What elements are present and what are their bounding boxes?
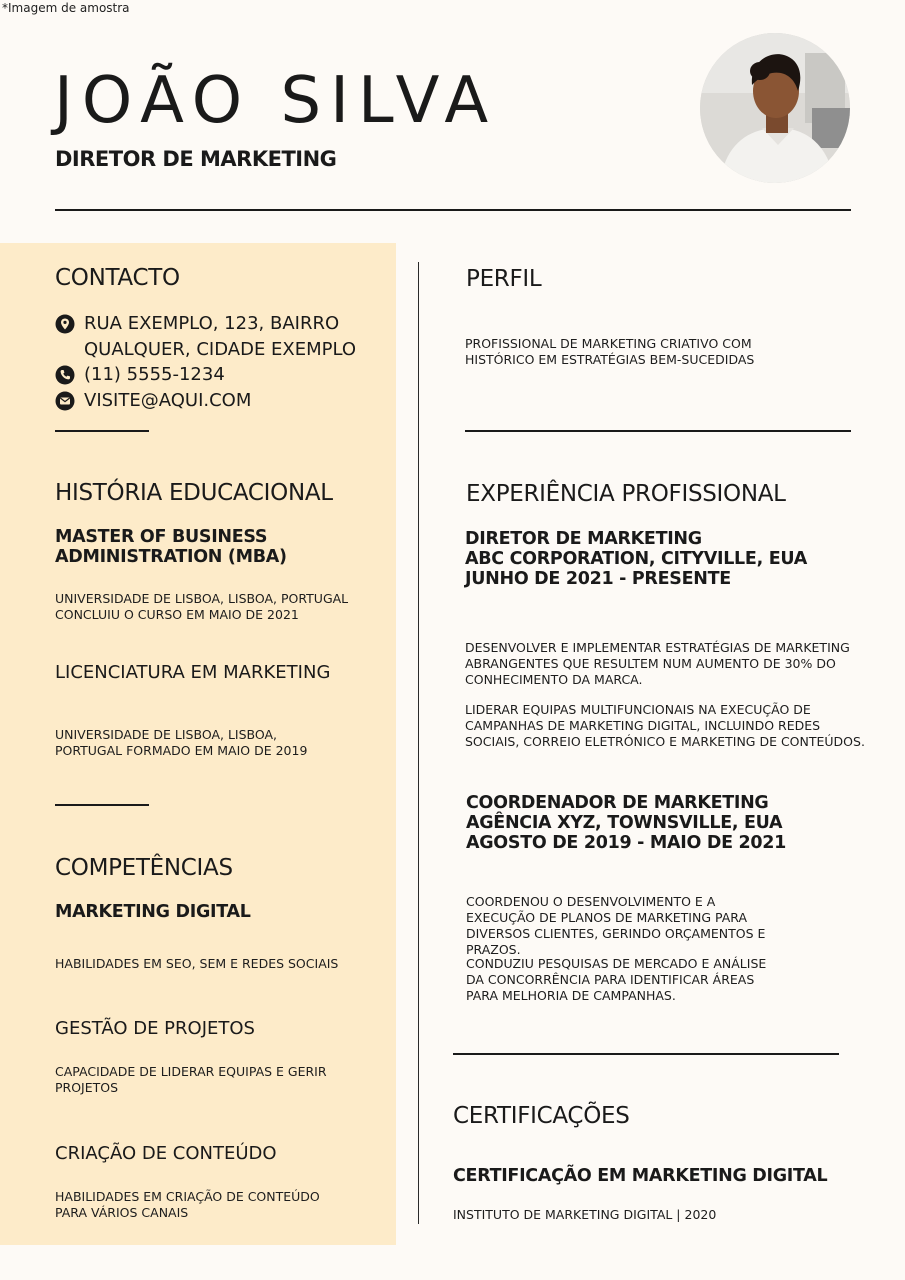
- contact-heading: CONTACTO: [55, 265, 180, 291]
- skill-title-3: CRIAÇÃO DE CONTEÚDO: [55, 1143, 277, 1164]
- job-1-period: JUNHO DE 2021 - PRESENTE: [465, 569, 731, 589]
- job-1-company: ABC CORPORATION, CITYVILLE, EUA: [465, 549, 807, 569]
- certifications-heading: CERTIFICAÇÕES: [453, 1103, 630, 1129]
- phone-text: (11) 5555-1234: [84, 364, 225, 385]
- job-2-period: AGOSTO DE 2019 - MAIO DE 2021: [466, 833, 787, 853]
- contact-email: [55, 388, 374, 414]
- experience-divider: [453, 1053, 839, 1055]
- job-1-title: DIRETOR DE MARKETING: [465, 529, 702, 549]
- job-1-bullet-2: LIDERAR EQUIPAS MULTIFUNCIONAIS NA EXECUÇÃO DE CAMPANHAS DE MARKETING DIGITAL, INCLUINDO REDES SOCIAIS, CORREIO ELETRÓNICO E MARKETING DE CONTEÚDOS.: [465, 702, 865, 749]
- skill-details-3: HABILIDADES EM CRIAÇÃO DE CONTEÚDO PARA VÁRIOS CANAIS: [55, 1189, 320, 1220]
- job-2-bullet-1: COORDENOU O DESENVOLVIMENTO E A EXECUÇÃO DE PLANOS DE MARKETING PARA DIVERSOS CLIENTES, GERINDO ORÇAMENTOS E PRAZOS.: [466, 894, 766, 957]
- profile-heading: PERFIL: [466, 266, 542, 292]
- column-divider: [418, 262, 419, 1224]
- education-title-2: LICENCIATURA EM MARKETING: [55, 662, 331, 683]
- experience-heading: EXPERIÊNCIA PROFISSIONAL: [466, 481, 786, 507]
- email-text: VISITE@AQUI.COM: [84, 390, 252, 411]
- skill-title-2: GESTÃO DE PROJETOS: [55, 1018, 255, 1039]
- certification-details: INSTITUTO DE MARKETING DIGITAL | 2020: [453, 1207, 717, 1222]
- job-2: [466, 793, 786, 853]
- contact-address: [55, 311, 374, 362]
- job-2-bullet-2: CONDUZIU PESQUISAS DE MERCADO E ANÁLISE DA CONCORRÊNCIA PARA IDENTIFICAR ÁREAS PARA MELHORIA DE CAMPANHAS.: [466, 956, 767, 1003]
- skill-details-1: HABILIDADES EM SEO, SEM E REDES SOCIAIS: [55, 956, 339, 971]
- education-title-1: MASTER OF BUSINESS ADMINISTRATION (MBA): [55, 527, 287, 567]
- email-icon: [55, 391, 75, 411]
- phone-icon: [55, 365, 75, 385]
- certification-title: CERTIFICAÇÃO EM MARKETING DIGITAL: [453, 1166, 828, 1186]
- profile-text: PROFISSIONAL DE MARKETING CRIATIVO COM HISTÓRICO EM ESTRATÉGIAS BEM-SUCEDIDAS: [465, 336, 755, 367]
- skill-title-1: MARKETING DIGITAL: [55, 902, 251, 922]
- job-2-title: COORDENADOR DE MARKETING: [466, 793, 769, 813]
- address-text: RUA EXEMPLO, 123, BAIRRO QUALQUER, CIDADE EXEMPLO: [84, 313, 357, 360]
- profile-photo: [700, 33, 850, 183]
- contact-divider: [55, 430, 149, 432]
- job-1-bullet-1: DESENVOLVER E IMPLEMENTAR ESTRATÉGIAS DE MARKETING ABRANGENTES QUE RESULTEM NUM AUMENTO DE 30% DO CONHECIMENTO DA MARCA.: [465, 640, 850, 687]
- profile-divider: [465, 430, 851, 432]
- skills-heading: COMPETÊNCIAS: [55, 855, 233, 881]
- location-pin-icon: [55, 314, 75, 334]
- job-2-company: AGÊNCIA XYZ, TOWNSVILLE, EUA: [466, 813, 783, 833]
- education-divider: [55, 804, 149, 806]
- job-1: [465, 529, 807, 589]
- skill-details-2: CAPACIDADE DE LIDERAR EQUIPAS E GERIR PROJETOS: [55, 1064, 327, 1095]
- education-details-2: UNIVERSIDADE DE LISBOA, LISBOA, PORTUGAL FORMADO EM MAIO DE 2019: [55, 727, 308, 758]
- header-divider: [55, 209, 851, 211]
- contact-phone: [55, 362, 374, 388]
- education-details-1: UNIVERSIDADE DE LISBOA, LISBOA, PORTUGAL CONCLUIU O CURSO EM MAIO DE 2021: [55, 591, 349, 622]
- job-title: DIRETOR DE MARKETING: [55, 147, 337, 171]
- person-name: JOÃO SILVA: [54, 64, 498, 138]
- education-heading: HISTÓRIA EDUCACIONAL: [55, 480, 333, 506]
- sample-watermark: *Imagem de amostra: [2, 1, 130, 15]
